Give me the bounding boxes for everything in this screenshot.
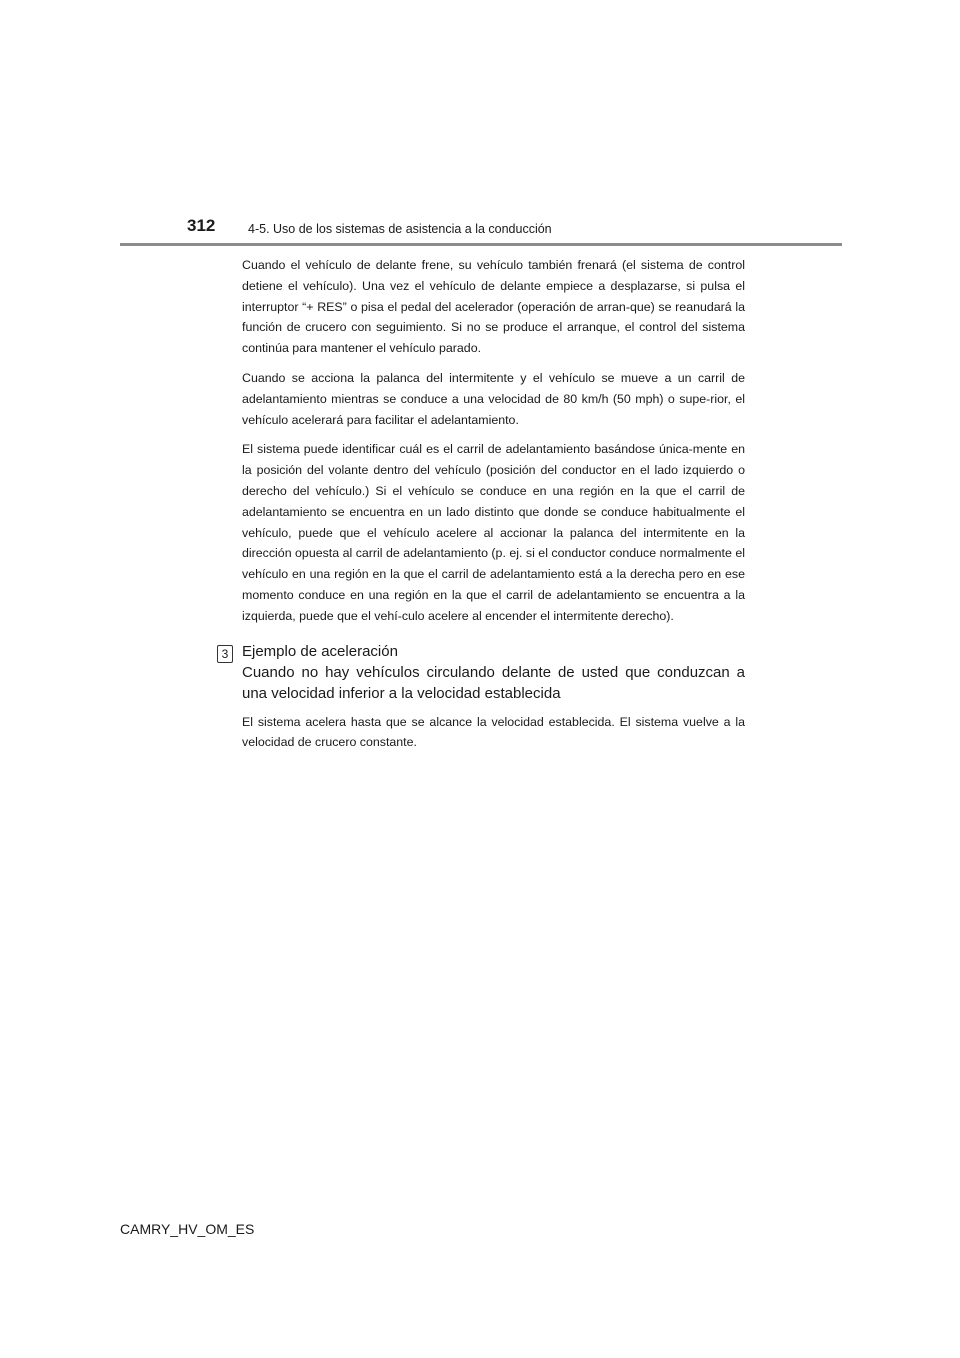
step-title: Ejemplo de aceleración — [242, 642, 398, 660]
page-number: 312 — [187, 216, 216, 235]
step-number-badge: 3 — [217, 645, 233, 663]
main-content — [221, 255, 745, 753]
step-subtitle: Cuando no hay vehículos circulando delante de usted que conduzcan a una velocidad inferior a la velocidad establecida — [242, 663, 745, 702]
paragraph-overtaking-acceleration: Cuando se acciona la palanca del intermitente y el vehículo se mueve a un carril de adelantamiento mientras se conduce a una velocidad de 80 km/h (50 mph) o supe-rior, el vehículo acelerará para facilitar el adelantamiento. — [242, 370, 745, 427]
step-acceleration-example — [221, 641, 745, 754]
paragraph-stop-and-go: Cuando el vehículo de delante frene, su vehículo también frenará (el sistema de control detiene el vehículo). Una vez el vehículo de delante empiece a desplazarse, si pulsa el interruptor “+ RES” o pisa el pedal del acelerador (operación de arran-que) se reanudará la función de crucero con seguimiento. Si no se produce el arranque, el control del sistema continúa para mantener el vehículo parado. — [242, 258, 745, 356]
paragraph-overtaking-lane-detection: El sistema puede identificar cuál es el carril de adelantamiento basándose única-mente en la posición del volante dentro del vehículo (posición del conductor en el lado izquierdo o derecho del vehículo.) Si el vehículo se conduce en una región en la que el carril de adelantamiento se encuentra en un lado distinto que donde se conduce habitualmente el vehículo, puede que el vehículo acelere al accionar la palanca del intermitente en la dirección opuesta al carril de adelantamiento (p. ej. si el conductor conduce normalmente el vehículo en una región en la que el carril de adelantamiento está a la derecha pero en ese momento conduce en una región en la que el carril de adelantamiento se encuentra a la izquierda, puede que el vehí-culo acelere al encender el intermitente derecho). — [242, 442, 745, 623]
header-divider — [120, 243, 842, 246]
section-title: 4-5. Uso de los sistemas de asistencia a la conducción — [248, 222, 552, 236]
step-description: El sistema acelera hasta que se alcance la velocidad establecida. El sistema vuelve a la velocidad de crucero constante. — [242, 714, 745, 750]
document-code: CAMRY_HV_OM_ES — [120, 1221, 255, 1237]
